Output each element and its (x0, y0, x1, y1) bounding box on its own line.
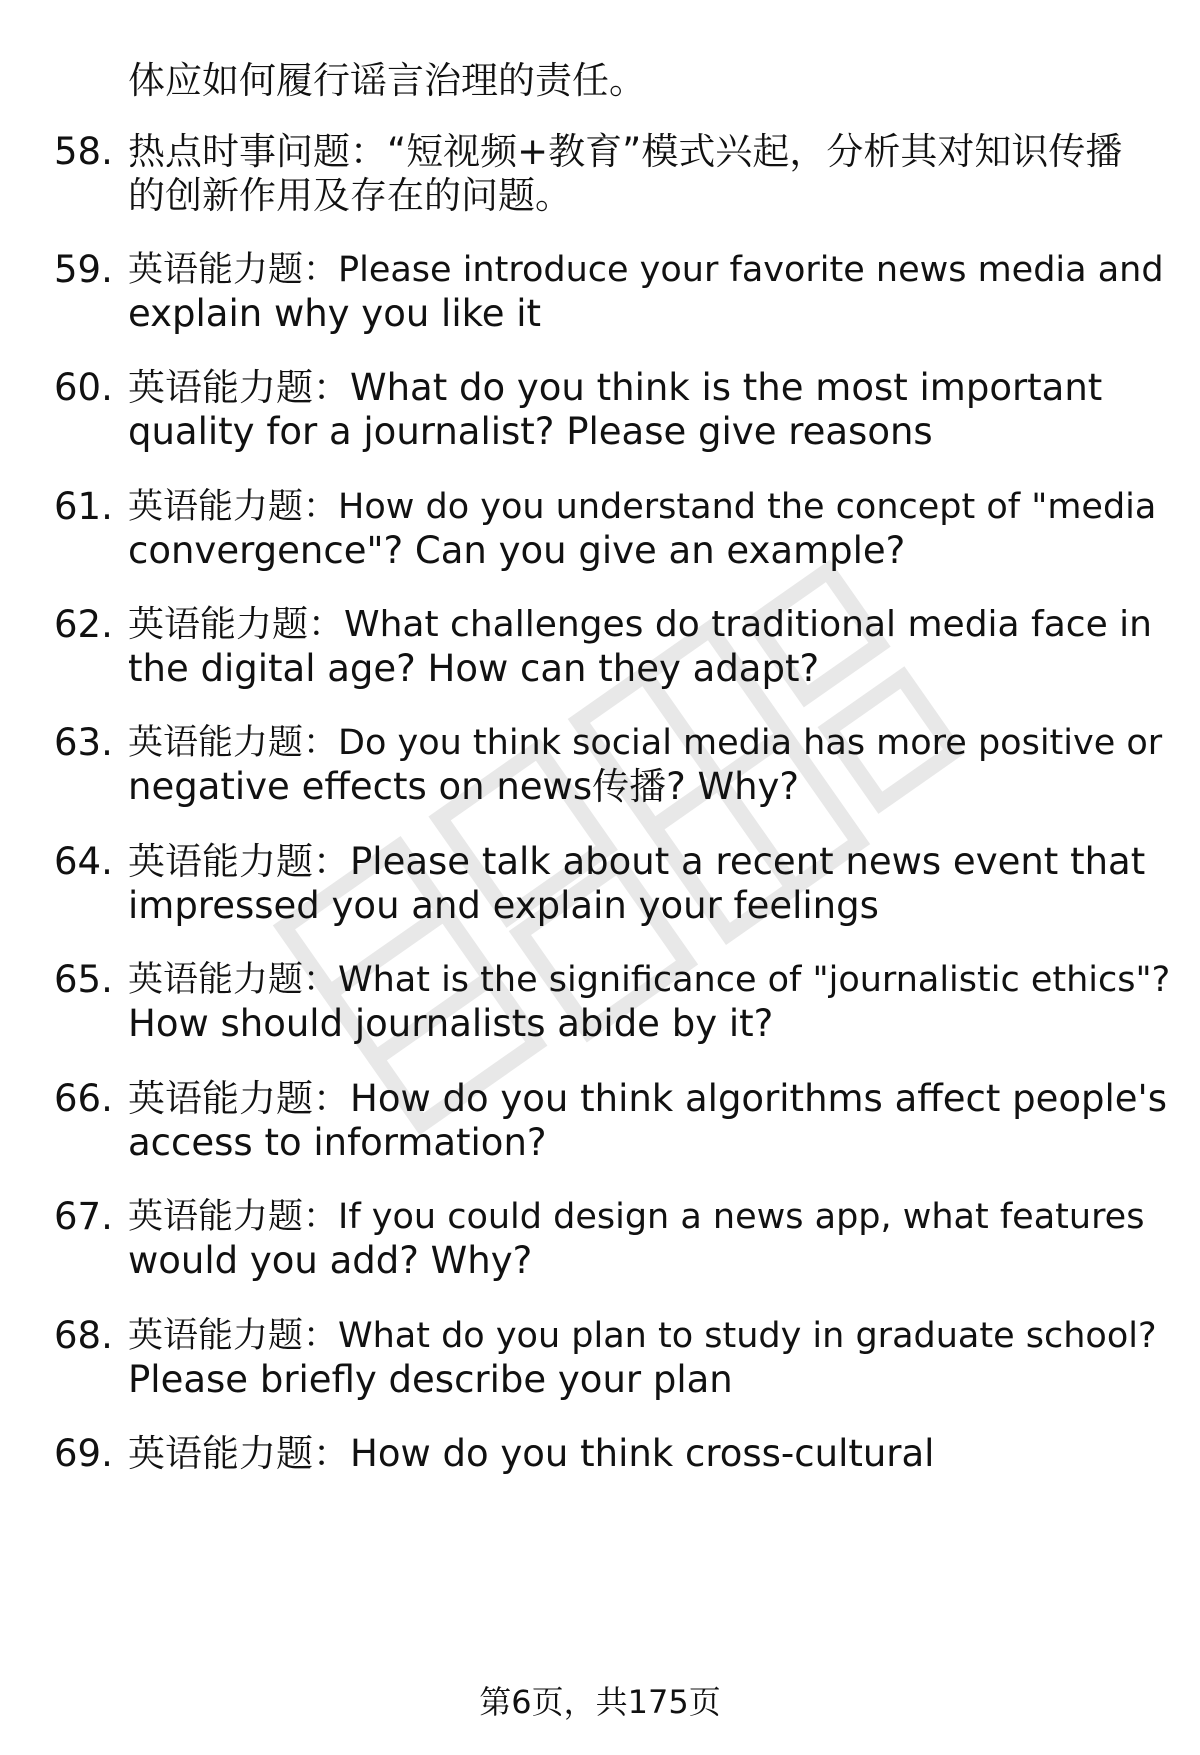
question-line: 英语能力题：What challenges do traditional media face in (128, 604, 1152, 645)
question-number: 61. (54, 485, 113, 528)
question-line: 热点时事问题：“短视频+教育”模式兴起，分析其对知识传播 (128, 130, 1123, 173)
question-number: 69. (54, 1432, 113, 1475)
question-number: 62. (54, 603, 113, 646)
question-line: 英语能力题：What do you think is the most important (128, 366, 1103, 409)
page-footer: 第6页，共175页 (479, 1683, 721, 1721)
question-line: 英语能力题：How do you think algorithms affect people's (128, 1077, 1167, 1120)
question-line: convergence"? Can you give an example? (128, 529, 906, 572)
continuation-line: 体应如何履行谣言治理的责任。 (128, 59, 646, 102)
question-line: explain why you like it (128, 292, 542, 335)
question-line: Please briefly describe your plan (128, 1358, 733, 1401)
question-line: 英语能力题：Please talk about a recent news event that (128, 840, 1146, 883)
question-line: negative effects on news传播? Why? (128, 765, 800, 808)
question-line: 英语能力题：Please introduce your favorite news media and (128, 250, 1164, 290)
question-number: 68. (54, 1314, 113, 1357)
question-number: 58. (54, 130, 113, 173)
question-number: 63. (54, 721, 113, 764)
question-line: 英语能力题：What do you plan to study in graduate school? (128, 1316, 1157, 1356)
question-number: 59. (54, 248, 113, 291)
question-line: quality for a journalist? Please give reasons (128, 410, 933, 453)
question-line: 英语能力题：What is the significance of "journalistic ethics"? (128, 960, 1171, 1000)
question-number: 67. (54, 1195, 113, 1238)
question-line: access to information? (128, 1121, 547, 1164)
question-line: 英语能力题：If you could design a news app, what features (128, 1197, 1145, 1237)
question-number: 66. (54, 1077, 113, 1120)
question-number: 65. (54, 958, 113, 1001)
question-line: 英语能力题：How do you understand the concept of "media (128, 487, 1157, 527)
question-line: 英语能力题：How do you think cross-cultural (128, 1432, 935, 1475)
question-line: 的创新作用及存在的问题。 (128, 174, 572, 217)
question-line: would you add? Why? (128, 1239, 533, 1282)
question-line: impressed you and explain your feelings (128, 884, 879, 927)
question-line: the digital age? How can they adapt? (128, 647, 820, 690)
question-number: 64. (54, 840, 113, 883)
question-line: How should journalists abide by it? (128, 1002, 774, 1045)
question-line: 英语能力题：Do you think social media has more positive or (128, 723, 1163, 763)
question-number: 60. (54, 366, 113, 409)
